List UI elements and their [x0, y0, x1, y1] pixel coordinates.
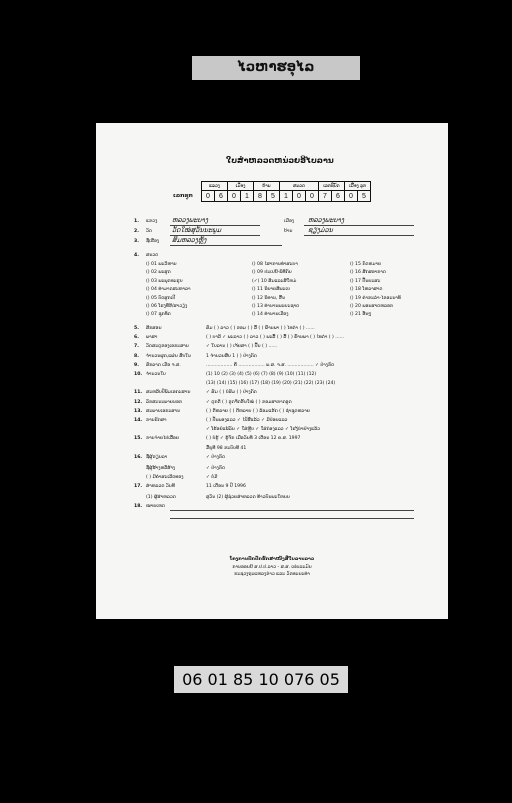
field-number: 16.	[134, 454, 143, 460]
category-option: () 11 ນິຍາຍສີພະເບ	[252, 287, 291, 293]
field-value: ສຸວັນ (2) ຜູ້ຊ່ວຍສຳຫລວດ ທ້າວບັນພະໃຫນນ	[206, 495, 290, 501]
field-label: ໝາຍເຫດ	[146, 504, 165, 510]
field-label: ການຈ່າຍໄປເລື້ອຍ	[146, 436, 179, 442]
code-digit: 1	[280, 191, 293, 202]
fill-line	[304, 235, 414, 236]
field-number: 5.	[134, 326, 139, 331]
field-label: ສະຫລີບປີພິມເອກະສານ	[146, 390, 191, 396]
field-label: ແຂວງ	[146, 219, 158, 224]
category-option: () 09 ປະເປນີ-ພິທີກັນ	[252, 270, 292, 276]
field-value: ມື້ຍຸທີ 98 ຂະບັບທີ 41	[206, 445, 247, 451]
field-value: .................. ຄື .................. ພ.ສ. ຈ.ສ. .................. ✓ ປ່າງກັດ	[206, 362, 335, 368]
category-option: () 15 ກົດຫມາຍ	[350, 262, 382, 267]
field-value: ✓ ສັມ ( ) ບໍ່ສົມ ( ) ປ່າງກັດ	[206, 390, 257, 396]
field-number: 13.	[134, 408, 143, 414]
category-option: () 18 ໂຫລາສາດ	[350, 287, 383, 293]
field-label: ຊື່ເຮືອງ	[146, 239, 160, 244]
field-number: 18.	[134, 504, 143, 510]
category-option: () 07 ຊຸກທິດ	[146, 312, 171, 318]
field-label: ການຮັກສາ	[146, 418, 167, 423]
category-option: () 06 ໂຮງທີ່ຂີ/ສາວຽງ	[146, 304, 188, 309]
field-value: (13) (14) (15) (16) (17) (18) (19) (20) (21) (22) (23) (24)	[206, 381, 336, 387]
footer-line: ການອອນນີ ສ.ປ.ປ.ລາວ - ສ.ສ. ເຢຍລະມັນ	[232, 565, 312, 570]
field-value: ສັມ ( ) ລາວ ( ) ຂອມ ( ) ລື້ ( ) ພົ້ານພາ ( ) ໄທດຳ ( ) ......	[206, 326, 315, 331]
field-value: (1) 10 (2) (3) (4) (5) (6) (7) (8) (9) (10) (11) (12)	[206, 372, 317, 377]
field-label: ວັດ	[146, 229, 152, 234]
survey-form-sheet	[96, 123, 448, 619]
code-header: ແຂວງ	[202, 182, 228, 191]
category-option: () 16 ສີກສອາກາດ	[350, 270, 386, 276]
code-digit: 8	[254, 191, 267, 202]
field-label: ບ້ານ	[284, 229, 293, 234]
category-option: () 13 ທຳນານພະຍະຊາດ	[252, 304, 300, 309]
field-number: 15.	[134, 436, 143, 442]
field-value: ( ) ປັ້ນພອງແລວ ✓ ໄປ້ສື່ແລ້ວ ✓ ມີປ່ອຍແລວ	[206, 418, 288, 423]
category-option: () 19 ຄຳຂະລຳ-ໄຂອະນາທິ	[350, 295, 401, 301]
code-digit: 1	[241, 191, 254, 202]
codes-label: ເລກຊຸກ	[173, 193, 193, 199]
category-option: () 05 ບັດສູກເປີ	[146, 295, 176, 301]
field-value: ✓ ດຸກດີ ( ) ຂູດຈີດຂົ້ນໃໝ່ ( ) ຂອມສາກາດອູດ	[206, 399, 292, 405]
field-label: ສັກລາດ ເມື່ອ ຈ.ສ.	[146, 362, 181, 368]
code-digit: 0	[306, 191, 319, 202]
code-digit: 0	[202, 191, 215, 202]
field-value: ຊຽງມ່ວນ	[308, 226, 333, 234]
field-value: ( ) ບາລີ ✓ ພະລາວ ( ) ລາວ ( ) ພະລື້ ( ) ລື້ ( ) ພົ້ານພາ ( ) ໄທດຳ ( ) ......	[206, 335, 345, 341]
category-option: () 20 ພອນສາດຫລອກ	[350, 304, 393, 309]
field-number: 8.	[134, 353, 139, 359]
field-number: 7.	[134, 344, 139, 350]
field-value: ສິມຫລວງຫຼັງ	[172, 236, 207, 244]
field-label: ວັດສະດຸຂອງເອກະສານ	[146, 344, 189, 350]
category-option: () 14 ທຳນານເມືອງ	[252, 312, 289, 318]
code-digit: 0	[293, 191, 306, 202]
category-option: () 03 ພະພຸດທະຮູບ	[146, 278, 183, 284]
field-label: ຊື່ຜູ້ຂຽນລາ	[146, 454, 168, 460]
code-header: ບ້ານ	[254, 182, 280, 191]
field-number: 11.	[134, 390, 143, 396]
field-value: ( ) ດີຫລາຍ ( ) ດີຫລາຍ ( ) ລ້ອມແຂ້ກ ( ) ຊຳຊຸດຫລາຍ	[206, 408, 310, 414]
code-header: ສນວດ	[280, 182, 319, 191]
field-number: 2.	[134, 229, 139, 234]
category-option: () 04 ທຳມາດສະຫາລາ	[146, 287, 191, 293]
code-digit: 5	[267, 191, 280, 202]
field-number: 9.	[134, 362, 139, 368]
section-label: ສນວດ	[146, 253, 159, 258]
field-value: ✓ ປ່າງກັດ	[206, 454, 226, 460]
code-digit: 0	[345, 191, 358, 202]
header-tag: ໄວຫາຮອ‌ຸໄລ	[192, 56, 360, 80]
category-option: () 02 ພະສູດ	[146, 270, 171, 276]
field-label: ພາສາ	[146, 335, 158, 341]
category-option: () 12 ນິທານ, ຂື້ນ	[252, 295, 285, 301]
category-option: (✓) 10 ສິມແລະສີໃຫມ່	[252, 278, 297, 284]
code-digit: 0	[228, 191, 241, 202]
field-value: ຫລວງພະບາງ	[172, 216, 209, 224]
field-label: ເມືອງ	[284, 219, 295, 224]
category-option: () 21 ອື່ນໆ	[350, 312, 372, 318]
code-header: ເມື້ອງ ລຸກ	[345, 182, 371, 191]
code-digit: 5	[358, 191, 371, 202]
fill-line	[170, 518, 414, 519]
field-label: ຈຳນວນຜູກ,ແຜ່ນ ສືບໃນ	[146, 353, 191, 359]
code-header: ເມືອງ	[228, 182, 254, 191]
category-option: () 01 ພະວິຫານ	[146, 262, 177, 267]
fill-line	[170, 510, 414, 511]
field-value: 1 ຈຳນວນສືບ 1 ( ) ປ່າງກັດ	[206, 353, 257, 359]
field-label: ຈຳນວນໃບ	[146, 372, 166, 377]
fill-line	[170, 245, 282, 246]
field-number: 17.	[134, 484, 143, 490]
field-number: 6.	[134, 335, 139, 341]
field-number: 3.	[134, 239, 139, 244]
field-value: 11 ເດືອນ 9 ປີ 1996	[206, 484, 246, 490]
category-option: () 17 ປື້ນຍະສະ	[350, 278, 381, 284]
code-digit: 6	[332, 191, 345, 202]
bottom-code-label: 06 01 85 10 076 05	[174, 666, 348, 693]
category-option: () 08 ໄສາການທຳສະບາ	[252, 262, 298, 267]
code-header: ເລກທີບັດ	[319, 182, 345, 191]
field-number: 10.	[134, 372, 143, 377]
field-number: 1.	[134, 219, 139, 224]
field-label: ສຳຫລວດ ວັນທີ	[146, 484, 175, 490]
field-value: ✓ ໃບລານ ( ) ເຈ້ຍສາ ( ) ປື້ນ ( ) ......	[206, 344, 278, 350]
field-number: 12.	[134, 399, 143, 405]
field-label: ສິກສອນ	[146, 326, 162, 331]
field-label: ສະພາບເອກະສານ	[146, 408, 180, 414]
field-number: 4.	[134, 253, 139, 258]
code-grid	[201, 181, 371, 202]
field-value: ( ) ບໍ່ຮູ້ ✓ ຮູ້ຈັກ ເມື່ອວັນທີ 3 ເດືອນ 12 ຄ.ສ. 1997	[206, 436, 301, 442]
field-value: ✓ ປ່າງກັດ	[206, 465, 226, 471]
field-label: ຊື່ຜູ້ສ້າງຫລືສ້າງ	[146, 465, 176, 471]
field-value: ຫລວງພະບາງ	[308, 216, 345, 224]
field-label: (1) ຜູ້ສຳຫລວດ	[146, 495, 176, 501]
footer-line: ໂຄງການປົກປັກຮັກສາໜັງສືໃບລານລາວ	[229, 557, 315, 562]
code-digit: 7	[319, 191, 332, 202]
field-number: 14.	[134, 418, 143, 423]
form-title: ໃບສຳຫລວດຫນ່ວຍອີໄບລານ	[226, 156, 334, 165]
field-label: ລັກສະນະພາຍນອກ	[146, 399, 182, 405]
field-value: ✓ ບໍ່ມີ	[206, 475, 218, 480]
field-value: ✓ ໂຮ້ອຍໍ່ແພ້ລັນ ✓ ໃສ່ຫຼີບ ✓ ໃສ່ກ່ອງແລວ ✓ ໂຮງ້ນໍາຢ່າງແລ້ວ	[206, 427, 321, 433]
footer-line: ກະຊວງຖະແຫລງຂ່າວ ແລະ ວັດທະນະທຳ	[234, 572, 310, 577]
field-label: ( ) ມີຄຳສະເລີດທອງ	[146, 475, 184, 480]
code-digit: 6	[215, 191, 228, 202]
field-value: ວັດໃໝ່ສຸວັນນະພູມ	[172, 226, 222, 234]
